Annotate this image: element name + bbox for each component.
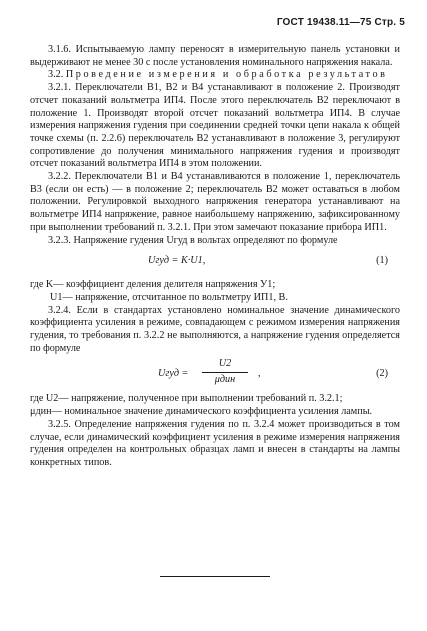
formula-1	[30, 250, 400, 276]
paragraph-3-2-5: 3.2.5. Определение напряжения гудения по п. 3.2.4 может производиться в том случае, если динамический коэффициент усиления в режиме измерения напряжения гудения определен на контрольных образцах ламп и внесен в стандарты на лампы конкретных типов.	[30, 418, 400, 468]
formula-1-expression: Uгуд = K·U1,	[148, 255, 206, 267]
paragraph-3-1-6: 3.1.6. Испытываемую лампу переносят в измерительную панель установки и выдерживают не менее 30 с после установления номинального напряжения накала.	[30, 44, 400, 68]
fraction-bar	[202, 372, 248, 373]
section-title: Проведение измерения и обработка результатов	[65, 69, 388, 81]
formula-2-fraction	[202, 358, 248, 386]
page-header: ГОСТ 19438.11—75 Стр. 5	[276, 17, 405, 28]
formula-2-tail: ,	[258, 368, 261, 380]
where-definition: — напряжение, отсчитанное по вольтметру ИП1, В.	[62, 291, 288, 303]
paragraph-3-2-2: 3.2.2. Переключатели В1 и В4 устанавливаются в положение 1, переключатель В3 (если он есть) — в положение 2; переключатель В2 может оставаться в любом положении. Регулировкой выходного напряжения генератора устанавливают на вольтметре ИП4 напряжение, равное наибольшему напряжению, зафиксированному при выполнении требований п. 3.2.1. При этом замечают показание прибора ИП1.	[30, 171, 400, 233]
section-number: 3.2.	[48, 69, 64, 81]
formula-1-number: (1)	[376, 255, 388, 267]
where-definition: — напряжение, полученное при выполнении требований п. 3.2.1;	[58, 393, 343, 405]
where-1-item-u1	[30, 292, 400, 305]
paragraph-3-2-1: 3.2.1. Переключатели В1, В2 и В4 устанавливают в положение 2. Производят отсчет показаний вольтметра ИП4. После этого переключатель В2 переключают в положение 1. Производят второй отсчет показаний вольтметра ИП4. В случае измерения напряжения гудения при соединении средней точки цепи накала к общей точке схемы (п. 2.2.6) переключатель В2 устанавливают в положение 3, регулируют сопротивление до получения минимального напряжения гудения и производят отсчет показаний вольтметра ИП4 в этом положении.	[30, 82, 400, 170]
end-divider	[160, 576, 270, 577]
formula-2-numerator: U2	[218, 358, 232, 370]
paragraph-3-2-4: 3.2.4. Если в стандартах установлено номинальное значение динамического коэффициента усиления в режиме, совпадающем с режимом измерения напряжения гудения, то требования п. 3.2.2 не выполняются, а напряжение гудения определяется по формуле	[30, 304, 400, 354]
where-term: где K	[30, 279, 54, 291]
formula-2-denominator: μдин	[214, 374, 236, 386]
where-term: U1	[50, 291, 63, 303]
where-2-item-u2	[30, 393, 400, 406]
where-term: где U2	[30, 393, 59, 405]
formula-2-lhs: Uгуд =	[158, 368, 189, 380]
formula-2-number: (2)	[376, 368, 388, 380]
formula-2	[30, 357, 400, 391]
where-definition: — номинальное значение динамического коэффициента усиления лампы.	[51, 406, 373, 418]
paragraph-3-2-3: 3.2.3. Напряжение гудения Uгуд в вольтах определяют по формуле	[48, 234, 338, 246]
section-heading-3-2	[30, 69, 400, 82]
where-term: μдин	[30, 406, 52, 418]
where-2-item-mu	[30, 406, 400, 419]
where-1-item-k	[30, 279, 400, 292]
where-definition: — коэффициент деления делителя напряжения У1;	[53, 279, 276, 291]
document-body	[30, 44, 400, 470]
